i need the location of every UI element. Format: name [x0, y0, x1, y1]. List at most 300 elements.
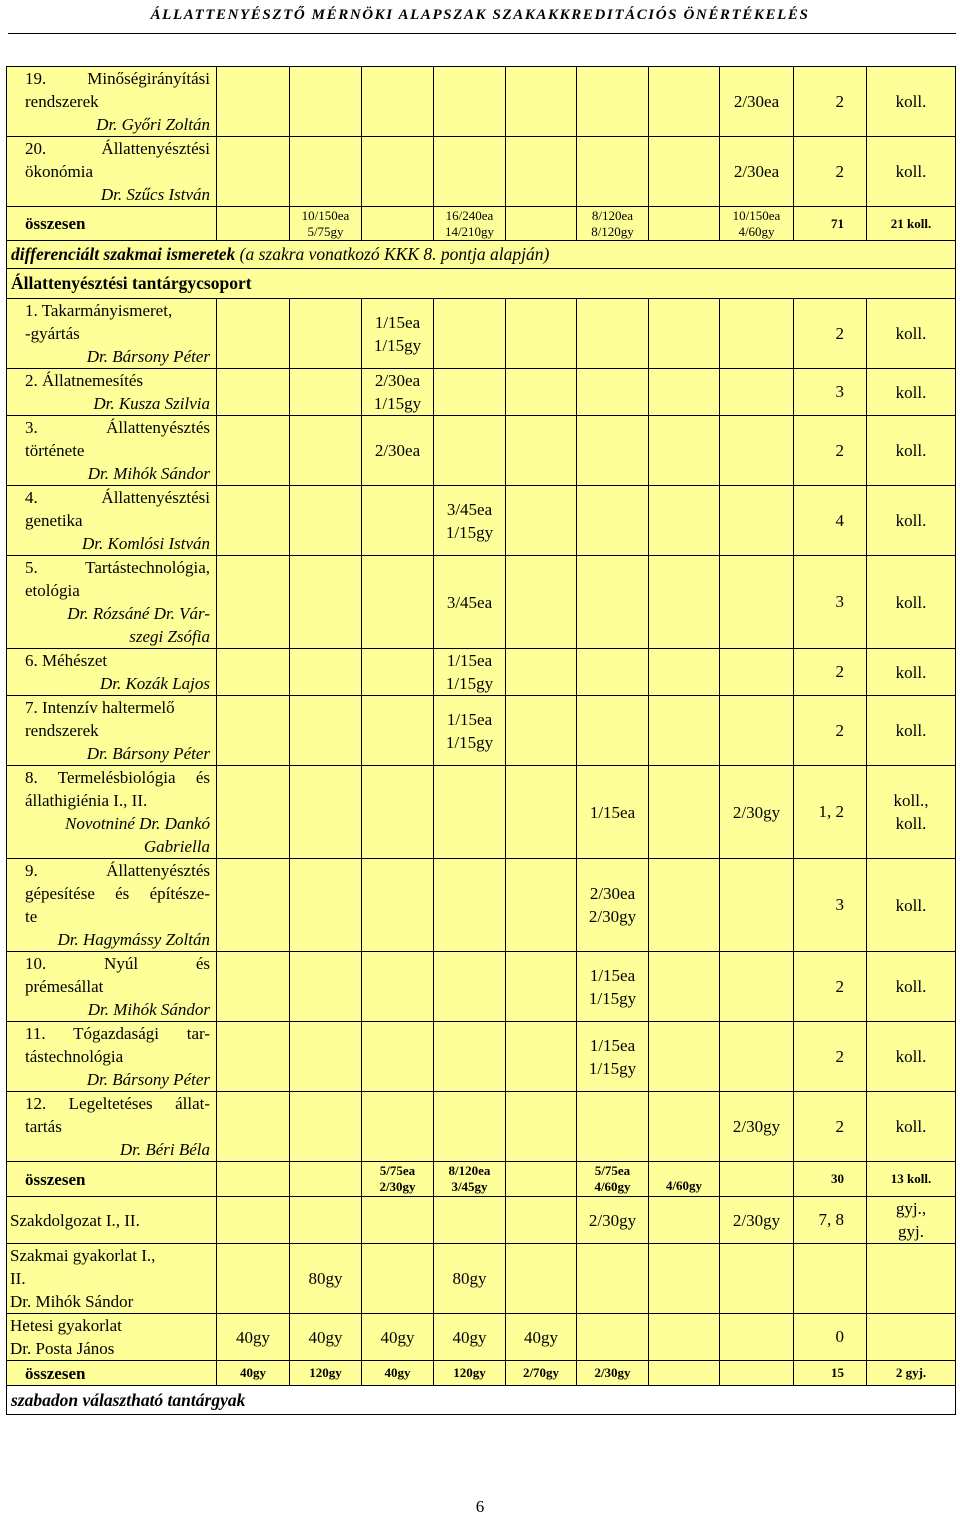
table-cell [217, 369, 290, 416]
hours-cell: 3/45ea [434, 556, 506, 649]
koll-cell: koll. [867, 649, 956, 696]
sum-value: 8/120ea [448, 1163, 491, 1178]
subject-title: Szakmai gyakorlat I., [10, 1246, 156, 1265]
table-cell [290, 486, 362, 556]
table-cell [506, 67, 577, 137]
table-row [7, 416, 956, 486]
koll-value: koll. [895, 814, 927, 833]
table-cell [577, 696, 649, 766]
sum-value: 14/210gy [444, 223, 495, 239]
table-row [7, 1244, 956, 1314]
table-cell [794, 1244, 867, 1314]
table-row [7, 1022, 956, 1092]
group-heading: Állattenyésztési tantárgycsoport [7, 269, 956, 299]
hours-cell [434, 486, 506, 556]
table-cell [434, 67, 506, 137]
table-cell [434, 1022, 506, 1092]
koll-cell: koll. [867, 67, 956, 137]
sum-cell: 120gy [290, 1361, 362, 1386]
table-cell [577, 1092, 649, 1162]
hours-cell [577, 952, 649, 1022]
table-cell [434, 299, 506, 369]
table-cell [720, 1244, 794, 1314]
subject-teacher: Dr. Bársony Péter [86, 347, 210, 366]
table-cell [649, 1244, 720, 1314]
table-cell [506, 649, 577, 696]
table-cell [217, 1162, 290, 1197]
subject-teacher: Dr. Bársony Péter [86, 1070, 210, 1089]
hours-cell: 40gy [290, 1314, 362, 1361]
header-title: ÁLLATTENYÉSZTŐ MÉRNÖKI ALAPSZAK SZAKAKKREDITÁCIÓS ÖNÉRTÉKELÉS [150, 7, 810, 23]
subject-title: 2. Állatnemesítés [25, 371, 144, 390]
table-cell [217, 486, 290, 556]
subject-cell [7, 67, 217, 137]
table-cell [217, 556, 290, 649]
subject-title: Szakdolgozat I., II. [7, 1197, 217, 1244]
curriculum-table [6, 66, 956, 1415]
sum-cell [577, 1162, 649, 1197]
table-cell [506, 137, 577, 207]
table-cell [506, 859, 577, 952]
hours-cell [434, 696, 506, 766]
kredit-cell: 2 [794, 952, 867, 1022]
section-heading-bold: differenciált szakmai ismeretek [11, 244, 236, 264]
subject-cell [7, 486, 217, 556]
sum-value: 5/75gy [307, 223, 344, 239]
table-cell [867, 1314, 956, 1361]
subject-title: tartás [25, 1117, 62, 1136]
table-cell [649, 299, 720, 369]
subject-cell [7, 1244, 217, 1314]
table-row [7, 67, 956, 137]
table-cell [720, 369, 794, 416]
sum-cell [577, 207, 649, 241]
table-cell [649, 486, 720, 556]
table-cell [506, 1244, 577, 1314]
hours-value: 1/15gy [373, 335, 422, 355]
subject-title: állathigiénia I., II. [25, 791, 148, 810]
subject-cell [7, 1314, 217, 1361]
hours-value: 1/15ea [446, 651, 493, 670]
kredit-cell: 2 [794, 649, 867, 696]
header-rule [8, 33, 956, 34]
kredit-cell: 3 [794, 859, 867, 952]
hours-cell: 80gy [290, 1244, 362, 1314]
table-cell [290, 952, 362, 1022]
subject-title: 6. Méhészet [25, 651, 108, 670]
table-cell [649, 416, 720, 486]
subject-title: tástechnológia [25, 1047, 124, 1066]
hours-cell: 40gy [434, 1314, 506, 1361]
subject-title: II. [10, 1269, 26, 1288]
table-cell [506, 1162, 577, 1197]
koll-value: gyj., [895, 1199, 927, 1218]
subject-teacher: Dr. Béri Béla [119, 1140, 210, 1159]
subject-teacher: Dr. Posta János [10, 1339, 115, 1358]
group-heading-row [7, 269, 956, 299]
subject-cell [7, 766, 217, 859]
sum-cell [434, 207, 506, 241]
table-cell [362, 486, 434, 556]
table-cell [577, 299, 649, 369]
koll-cell: 2 gyj. [867, 1361, 956, 1386]
table-cell [217, 1244, 290, 1314]
table-cell [217, 952, 290, 1022]
hours-cell [577, 859, 649, 952]
hours-cell [434, 649, 506, 696]
koll-cell [867, 766, 956, 859]
table-cell [720, 556, 794, 649]
table-cell [720, 859, 794, 952]
subject-title: 1. Takarmányismeret, [25, 301, 173, 320]
subject-title: -gyártás [25, 324, 80, 343]
table-cell [649, 1197, 720, 1244]
hours-value: 1/15ea [374, 312, 421, 332]
table-cell [434, 766, 506, 859]
table-cell [720, 299, 794, 369]
kredit-cell: 0 [794, 1314, 867, 1361]
subject-cell [7, 649, 217, 696]
subject-cell [7, 859, 217, 952]
table-row [7, 952, 956, 1022]
subject-title: rendszerek [25, 721, 99, 740]
table-cell [720, 416, 794, 486]
subject-teacher: Dr. Hagymássy Zoltán [57, 930, 210, 949]
subject-title: etológia [25, 581, 80, 600]
kredit-cell: 15 [794, 1361, 867, 1386]
hours-cell: 40gy [362, 1314, 434, 1361]
table-cell [290, 67, 362, 137]
table-cell [362, 556, 434, 649]
table-row [7, 556, 956, 649]
sum-label: összesen [7, 1162, 217, 1197]
koll-cell: koll. [867, 952, 956, 1022]
table-cell [362, 649, 434, 696]
table-cell [720, 952, 794, 1022]
hours-cell: 2/30ea [720, 137, 794, 207]
hours-cell [362, 299, 434, 369]
section-heading [7, 241, 956, 269]
hours-cell: 1/15ea [577, 766, 649, 859]
table-cell [217, 859, 290, 952]
subject-cell [7, 696, 217, 766]
table-cell [290, 649, 362, 696]
subject-title: Hetesi gyakorlat [10, 1316, 122, 1335]
hours-value: 1/15gy [445, 732, 494, 752]
hours-cell [362, 369, 434, 416]
table-cell [649, 67, 720, 137]
table-cell [720, 1361, 794, 1386]
table-row [7, 696, 956, 766]
table-cell [290, 137, 362, 207]
kredit-cell: 71 [794, 207, 867, 241]
hours-value: 1/15ea [589, 1035, 636, 1055]
sum-cell: 120gy [434, 1361, 506, 1386]
kredit-cell: 2 [794, 1022, 867, 1092]
sum-value: 16/240ea [445, 207, 494, 223]
subject-cell [7, 1092, 217, 1162]
koll-cell: koll. [867, 369, 956, 416]
subject-title: te [25, 907, 38, 926]
sum-value: 5/75ea [594, 1163, 631, 1178]
kredit-cell: 4 [794, 486, 867, 556]
table-row [7, 137, 956, 207]
table-cell [434, 369, 506, 416]
sum-cell [290, 207, 362, 241]
subject-teacher: Dr. Szűcs István [100, 185, 210, 204]
table-cell [217, 1197, 290, 1244]
table-cell [290, 1162, 362, 1197]
section-heading-rest: (a szakra vonatkozó KKK 8. pontja alapján) [235, 244, 550, 264]
table-cell [577, 1244, 649, 1314]
table-cell [217, 299, 290, 369]
table-cell [649, 1314, 720, 1361]
subject-title: genetika [25, 511, 83, 530]
table-cell [290, 1092, 362, 1162]
sum-cell: 40gy [362, 1361, 434, 1386]
koll-cell [867, 1197, 956, 1244]
sum-value: 3/45gy [451, 1179, 488, 1194]
subject-title: története [25, 441, 85, 460]
sum-cell [720, 207, 794, 241]
subject-title: 12. Legeltetéses állat- [25, 1094, 210, 1113]
table-cell [362, 696, 434, 766]
hours-value: 2/30ea [374, 371, 421, 390]
koll-cell: koll. [867, 1092, 956, 1162]
sum-value: 4/60gy [594, 1179, 631, 1194]
table-cell [506, 416, 577, 486]
table-row [7, 486, 956, 556]
subject-cell [7, 556, 217, 649]
table-cell [720, 1162, 794, 1197]
sum-value: 10/150ea [301, 207, 350, 223]
table-cell [577, 369, 649, 416]
table-cell [506, 299, 577, 369]
sum-cell [434, 1162, 506, 1197]
sum-row [7, 1162, 956, 1197]
kredit-cell: 3 [794, 556, 867, 649]
hours-value: 2/30gy [588, 907, 637, 926]
table-cell [649, 1092, 720, 1162]
hours-value: 1/15gy [373, 394, 422, 413]
table-cell [434, 1197, 506, 1244]
koll-cell: 13 koll. [867, 1162, 956, 1197]
subject-teacher: Dr. Komlósi István [82, 534, 210, 553]
kredit-cell: 7, 8 [794, 1197, 867, 1244]
hours-cell: 40gy [506, 1314, 577, 1361]
subject-teacher: Dr. Bársony Péter [86, 744, 210, 763]
page-number: 6 [475, 1497, 485, 1516]
table-cell [362, 952, 434, 1022]
subject-teacher: Dr. Győri Zoltán [96, 115, 210, 134]
table-cell [577, 1314, 649, 1361]
table-cell [720, 1022, 794, 1092]
kredit-cell: 2 [794, 416, 867, 486]
hours-cell: 2/30ea [720, 67, 794, 137]
table-cell [720, 486, 794, 556]
kredit-cell: 3 [794, 369, 867, 416]
table-cell [577, 649, 649, 696]
hours-value: 1/15gy [445, 674, 494, 693]
table-cell [577, 416, 649, 486]
subject-teacher: Dr. Mihók Sándor [10, 1292, 134, 1311]
subject-cell [7, 137, 217, 207]
kredit-cell: 2 [794, 299, 867, 369]
table-cell [290, 1022, 362, 1092]
table-cell [362, 859, 434, 952]
table-cell [720, 696, 794, 766]
table-cell [577, 137, 649, 207]
subject-title: 19. Minőségirányítási rendszerek [25, 69, 210, 111]
koll-value: gyj. [898, 1222, 924, 1241]
table-cell [362, 67, 434, 137]
table-cell [217, 137, 290, 207]
table-cell [506, 556, 577, 649]
section-heading-row [7, 241, 956, 269]
subject-title: 9. Állattenyésztés [25, 861, 210, 880]
table-cell [649, 952, 720, 1022]
table-cell [362, 1197, 434, 1244]
table-cell [649, 556, 720, 649]
table-cell [217, 416, 290, 486]
table-cell [649, 1022, 720, 1092]
subject-title: gépesítése és építésze- [25, 884, 210, 903]
subject-cell [7, 299, 217, 369]
table-cell [649, 207, 720, 241]
subject-title: 10. Nyúl és [25, 954, 210, 973]
table-cell [506, 1092, 577, 1162]
subject-teacher: Dr. Kozák Lajos [99, 674, 210, 693]
table-cell [290, 696, 362, 766]
subject-title: 20. Állattenyésztési ökonómia [25, 139, 210, 181]
table-cell [217, 67, 290, 137]
koll-cell: koll. [867, 416, 956, 486]
table-cell [362, 1022, 434, 1092]
hours-value: 1/15gy [588, 988, 637, 1008]
sum-value: 4/60gy [738, 223, 775, 239]
kredit-cell: 30 [794, 1162, 867, 1197]
table-cell [506, 766, 577, 859]
sum-row [7, 207, 956, 241]
sum-row [7, 1361, 956, 1386]
table-cell [434, 859, 506, 952]
table-cell [217, 696, 290, 766]
table-cell [649, 649, 720, 696]
subject-cell [7, 1022, 217, 1092]
koll-cell: koll. [867, 299, 956, 369]
table-cell [290, 859, 362, 952]
subject-title: prémesállat [25, 977, 104, 996]
table-cell [217, 1092, 290, 1162]
koll-cell: koll. [867, 859, 956, 952]
hours-value: 1/15ea [589, 965, 636, 985]
koll-cell: koll. [867, 137, 956, 207]
table-cell [362, 1244, 434, 1314]
table-cell [649, 766, 720, 859]
sum-value: 8/120ea [591, 207, 634, 223]
subject-cell [7, 952, 217, 1022]
table-cell [506, 369, 577, 416]
table-cell [506, 1022, 577, 1092]
sum-value: 2/30gy [379, 1179, 416, 1194]
koll-cell: koll. [867, 1022, 956, 1092]
kredit-cell: 2 [794, 1092, 867, 1162]
subject-title: 7. Intenzív haltermelő [25, 698, 175, 717]
subject-teacher: Novotniné Dr. Dankó [65, 814, 210, 833]
table-cell [577, 67, 649, 137]
koll-cell: koll. [867, 556, 956, 649]
sum-cell: 4/60gy [649, 1162, 720, 1197]
table-cell [720, 1314, 794, 1361]
table-cell [720, 649, 794, 696]
hours-cell: 2/30ea [362, 416, 434, 486]
table-cell [649, 137, 720, 207]
hours-cell: 2/30gy [720, 1092, 794, 1162]
hours-cell: 80gy [434, 1244, 506, 1314]
kredit-cell: 2 [794, 67, 867, 137]
table-cell [434, 952, 506, 1022]
hours-value: 1/15gy [588, 1058, 637, 1078]
subject-title: 4. Állattenyésztési [25, 488, 210, 507]
kredit-cell: 2 [794, 137, 867, 207]
subject-teacher: Dr. Kusza Szilvia [93, 394, 210, 413]
table-cell [362, 766, 434, 859]
subject-teacher: szegi Zsófia [129, 627, 210, 646]
sum-value: 5/75ea [379, 1163, 416, 1178]
table-cell [506, 1197, 577, 1244]
subject-teacher: Dr. Rózsáné Dr. Vár- [67, 604, 210, 623]
sum-label: összesen [7, 1361, 217, 1386]
hours-cell: 2/30gy [720, 1197, 794, 1244]
subject-title: 5. Tartástechnológia, [25, 558, 210, 577]
footer-row [7, 1386, 956, 1415]
subject-teacher: Gabriella [143, 837, 210, 856]
table-row [7, 299, 956, 369]
kredit-cell: 1, 2 [794, 766, 867, 859]
table-cell [649, 859, 720, 952]
table-cell [506, 952, 577, 1022]
kredit-cell: 2 [794, 696, 867, 766]
hours-value: 1/15ea [446, 709, 493, 729]
elective-heading: szabadon választható tantárgyak [7, 1386, 956, 1415]
table-cell [217, 1022, 290, 1092]
table-cell [217, 649, 290, 696]
table-cell [290, 299, 362, 369]
table-cell [506, 696, 577, 766]
table-row [7, 1092, 956, 1162]
table-cell [577, 486, 649, 556]
table-cell [217, 207, 290, 241]
hours-cell [577, 1022, 649, 1092]
table-row [7, 1197, 956, 1244]
sum-cell [362, 1162, 434, 1197]
page-header [0, 0, 960, 40]
table-row [7, 766, 956, 859]
table-cell [362, 137, 434, 207]
table-cell [362, 207, 434, 241]
table-cell [577, 556, 649, 649]
subject-cell [7, 416, 217, 486]
hours-cell: 2/30gy [720, 766, 794, 859]
table-cell [362, 1092, 434, 1162]
table-cell [434, 416, 506, 486]
table-cell [434, 137, 506, 207]
koll-cell: koll. [867, 696, 956, 766]
hours-value: 2/30ea [589, 884, 636, 903]
table-row [7, 859, 956, 952]
sum-cell: 2/70gy [506, 1361, 577, 1386]
hours-cell: 40gy [217, 1314, 290, 1361]
